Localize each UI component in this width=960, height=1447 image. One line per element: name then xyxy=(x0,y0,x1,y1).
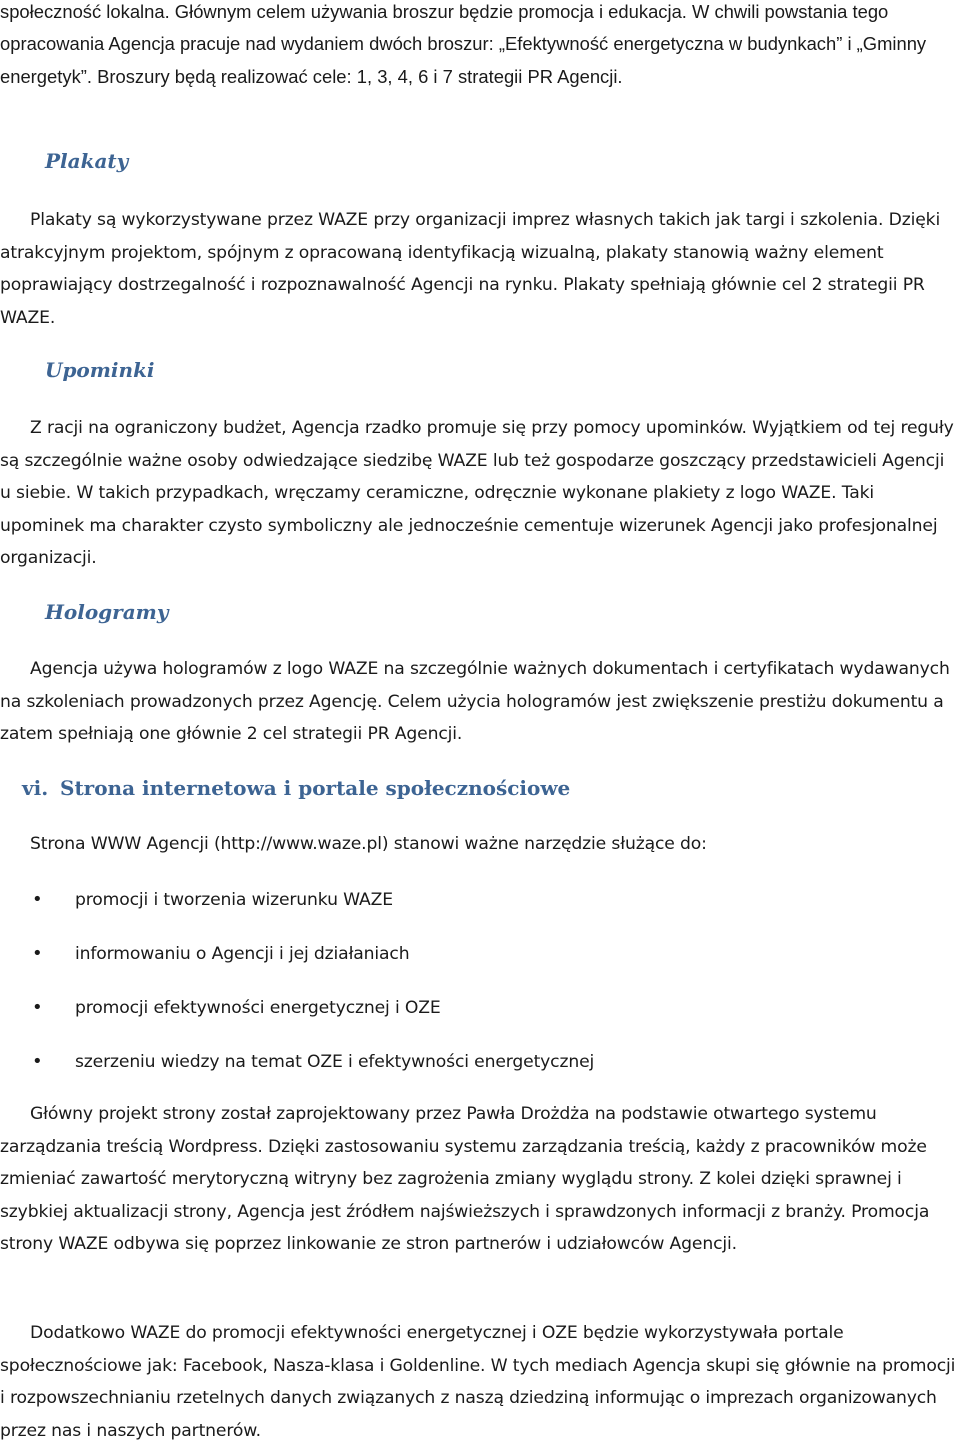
bullet-icon: • xyxy=(32,943,43,964)
paragraph-hologramy-text: Agencja używa hologramów z logo WAZE na szczególnie ważnych dokumentach i certyfikatach wydawanych na szkoleniach prowadzonych przez Agencję. Celem użycia hologramów jest zwiększenie prestiżu dokumentu a zatem spełniają one głównie 2 cel strategii PR Agencji. xyxy=(0,659,950,745)
bullet-icon: • xyxy=(32,889,43,910)
strona-lead-text: Strona WWW Agencji (http://www.waze.pl) stanowi ważne narzędzie służące do: xyxy=(30,834,707,854)
list-item-text: promocji efektywności energetycznej i OZE xyxy=(75,998,441,1018)
list-item-text: szerzeniu wiedzy na temat OZE i efektywności energetycznej xyxy=(75,1052,595,1072)
heading-hologramy: Hologramy xyxy=(45,600,169,624)
paragraph-strona-1 xyxy=(0,1098,958,1261)
list-item-text: promocji i tworzenia wizerunku WAZE xyxy=(75,890,393,910)
intro-paragraph: społeczność lokalna. Głównym celem używania broszur będzie promocja i edukacja. W chwili powstania tego opracowania Agencja pracuje nad wydaniem dwóch broszur: „Efektywność energetyczna w budynkach” i „Gminny energetyk”. Broszury będą realizować cele: 1, 3, 4, 6 i 7 strategii PR Agencji. xyxy=(0,1,927,87)
paragraph-upominki xyxy=(0,412,958,575)
heading-strona xyxy=(22,775,570,801)
section-title: Strona internetowa i portale społecznościowe xyxy=(60,776,571,800)
paragraph-hologramy xyxy=(0,653,958,751)
bullet-icon: • xyxy=(32,1051,43,1072)
heading-upominki: Upominki xyxy=(45,358,155,382)
paragraph-strona-1-text: Główny projekt strony został zaprojektowany przez Pawła Drożdża na podstawie otwartego systemu zarządzania treścią Wordpress. Dzięki zastosowaniu systemu zarządzania treścią, każdy z pracowników może zmieniać zawartość merytoryczną witryny bez zagrożenia zmiany wyglądu strony. Z kolei dzięki sprawnej i szybkiej aktualizacji strony, Agencja jest źródłem najświeższych i sprawdzonych informacji z branży. Promocja strony WAZE odbywa się poprzez linkowanie ze stron partnerów i udziałowców Agencji. xyxy=(0,1104,930,1255)
bullet-icon: • xyxy=(32,997,43,1018)
heading-plakaty: Plakaty xyxy=(45,149,129,173)
paragraph-upominki-text: Z racji na ograniczony budżet, Agencja rzadko promuje się przy pomocy upominków. Wyjątkiem od tej reguły są szczególnie ważne osoby odwiedzające siedzibę WAZE lub też gospodarze goszczący przedstawicieli Agencji u siebie. W takich przypadkach, wręczamy ceramiczne, odręcznie wykonane plakiety z logo WAZE. Taki upominek ma charakter czysto symboliczny ale jednocześnie cementuje wizerunek Agencji jako profesjonalnej organizacji. xyxy=(0,418,954,569)
paragraph-strona-2-text: Dodatkowo WAZE do promocji efektywności energetycznej i OZE będzie wykorzystywała portale społecznościowe jak: Facebook, Nasza-klasa i Goldenline. W tych mediach Agencja skupi się głównie na promocji i rozpowszechnianiu rzetelnych danych związanych z naszą dziedziną informując o imprezach organizowanych przez nas i naszych partnerów. xyxy=(0,1323,956,1441)
strona-lead xyxy=(0,828,958,861)
paragraph-strona-2 xyxy=(0,1317,958,1447)
paragraph-plakaty-text: Plakaty są wykorzystywane przez WAZE przy organizacji imprez własnych takich jak targi i szkolenia. Dzięki atrakcyjnym projektom, spójnym z opracowaną identyfikacją wizualną, plakaty stanowią ważny element poprawiający dostrzegalność i rozpoznawalność Agencji na rynku. Plakaty spełniają głównie cel 2 strategii PR WAZE. xyxy=(0,210,941,328)
section-number: vi. xyxy=(22,776,49,800)
paragraph-plakaty xyxy=(0,204,958,334)
list-item-text: informowaniu o Agencji i jej działaniach xyxy=(75,944,410,964)
